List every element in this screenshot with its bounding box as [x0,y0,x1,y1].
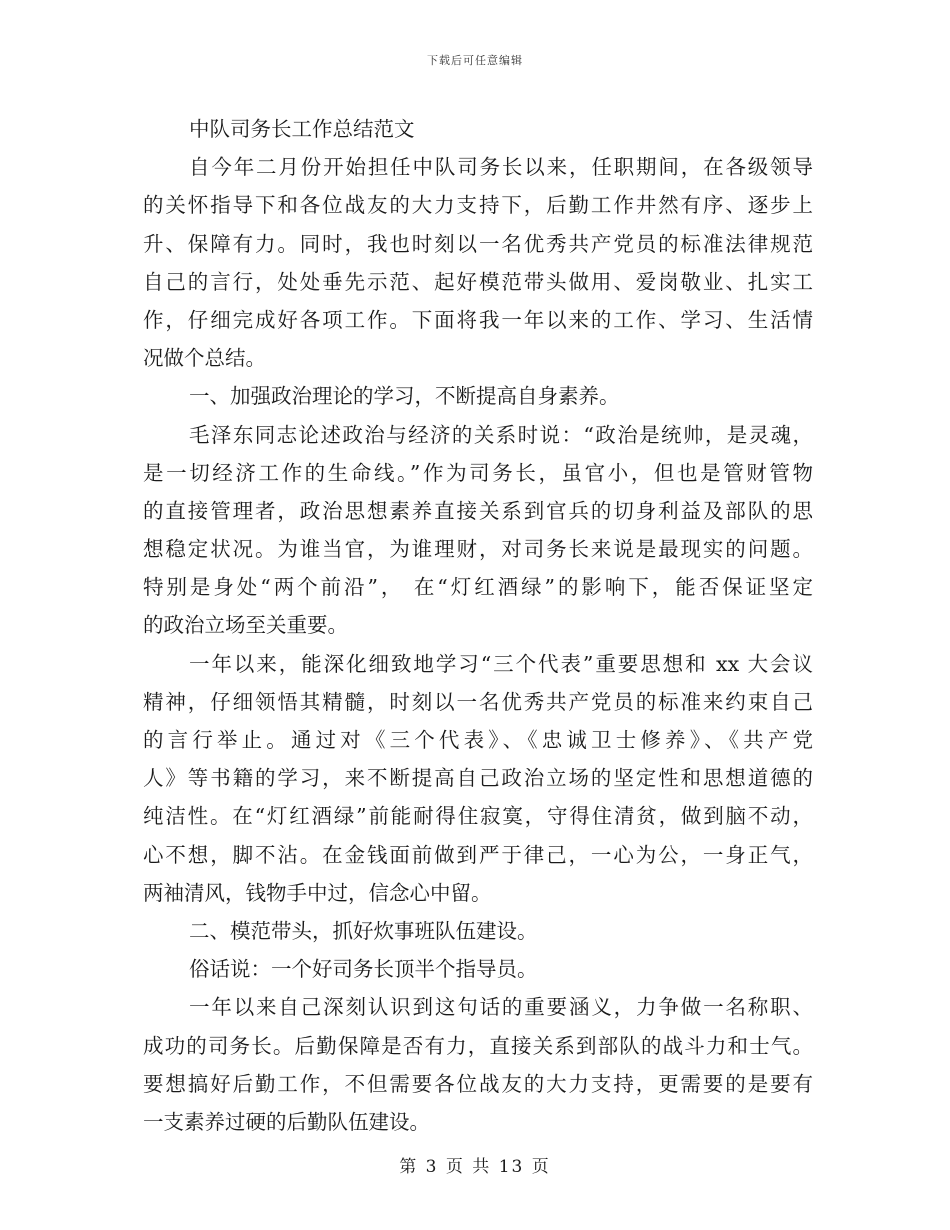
text-line: 精神，仔细领悟其精髓，时刻以一名优秀共产党员的标准来约束自己 [143,689,813,714]
text-line: 自今年二月份开始担任中队司务长以来，任职期间，在各级领导 [189,155,813,180]
text-line: 纯洁性。在“灯红酒绿”前能耐得住寂寞，守得住清贫，做到脑不动， [143,804,813,829]
text-line: 的关怀指导下和各位战友的大力支持下，后勤工作井然有序、逐步上 [143,193,813,218]
text-line: 的政治立场至关重要。 [143,613,348,638]
document-body [143,110,813,1141]
document-title: 中队司务长工作总结范文 [189,117,415,141]
text-line: 二、模范带头，抓好炊事班队伍建设。 [189,918,538,943]
page-number: 第 3 页 共 13 页 [399,1157,551,1177]
text-line: 一支素养过硬的后勤队伍建设。 [143,1109,430,1134]
text-line: 想稳定状况。为谁当官，为谁理财，对司务长来说是最现实的问题。 [143,537,813,562]
text-line: 要想搞好后勤工作，不但需要各位战友的大力支持，更需要的是要有 [143,1071,813,1096]
header-note: 下载后可任意编辑 [427,54,523,67]
text-line: 作，仔细完成好各项工作。下面将我一年以来的工作、学习、生活情 [143,307,813,332]
text-line: 自己的言行，处处垂先示范、起好模范带头做用、爱岗敬业、扎实工 [143,269,813,294]
text-line: 是一切经济工作的生命线。”作为司务长，虽官小，但也是管财管物 [143,460,813,485]
text-line: 况做个总结。 [143,346,266,371]
text-line: 升、保障有力。同时，我也时刻以一名优秀共产党员的标准法律规范 [143,231,813,256]
text-line: 特别是身处“两个前沿”， 在“灯红酒绿”的影响下，能否保证坚定 [143,575,813,600]
text-line: 一年以来自己深刻认识到这句话的重要涵义，力争做一名称职、 [189,995,813,1020]
text-line: 毛泽东同志论述政治与经济的关系时说：“政治是统帅，是灵魂， [189,422,813,447]
text-line: 一年以来，能深化细致地学习“三个代表”重要思想和 xx 大会议 [189,651,813,676]
text-line: 的言行举止。通过对《三个代表》、《忠诚卫士修养》、《共产党 [143,728,813,752]
text-line: 两袖清风，钱物手中过，信念心中留。 [143,880,492,905]
text-line: 成功的司务长。后勤保障是否有力，直接关系到部队的战斗力和士气。 [143,1033,813,1058]
text-line: 心不想，脚不沾。在金钱面前做到严于律己，一心为公，一身正气， [143,842,813,867]
text-line: 的直接管理者，政治思想素养直接关系到官兵的切身利益及部队的思 [143,498,813,523]
text-line: 俗话说：一个好司务长顶半个指导员。 [189,957,538,982]
text-line: 一、加强政治理论的学习，不断提高自身素养。 [189,384,620,409]
text-line: 人》等书籍的学习，来不断提高自己政治立场的坚定性和思想道德的 [143,766,813,791]
